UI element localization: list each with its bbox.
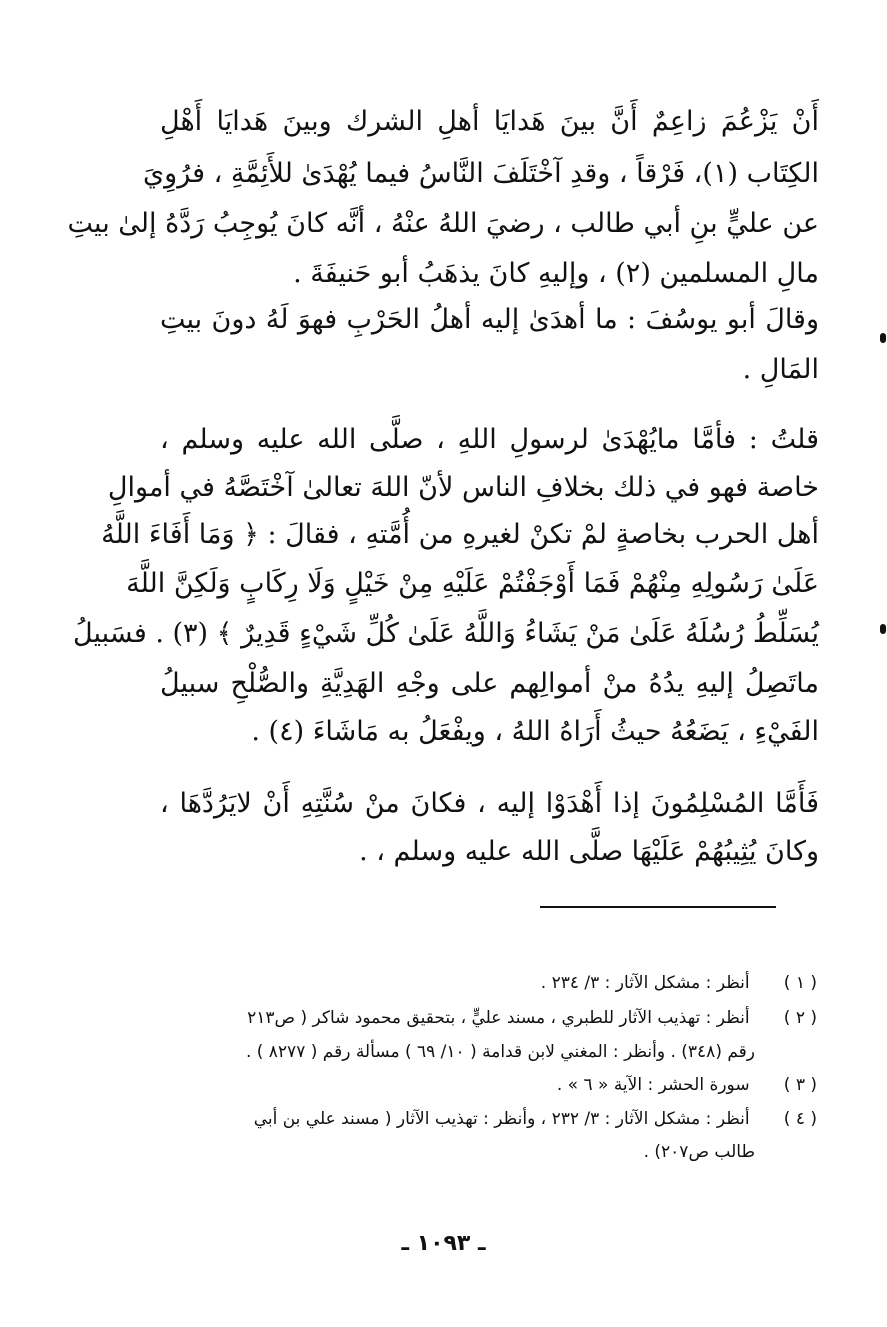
- body-line: وقالَ أبو يوسُفَ : ما أهدَىٰ إليه أهلُ الحَرْبِ فهوَ لَهُ دونَ بيتِ: [160, 304, 819, 335]
- footnote-text: طالب ص٢٠٧) .: [643, 1142, 755, 1162]
- body-line: عن عليٍّ بنِ أبي طالب ، رضيَ اللهُ عنْهُ ، أنَّه كانَ يُوجِبُ رَدَّهُ إلىٰ بيتِ: [67, 208, 819, 239]
- footnote-4-continued: [160, 1139, 755, 1167]
- footnote-2-continued: [160, 1039, 755, 1067]
- footnote-number: ( ٢ ): [783, 1008, 817, 1028]
- body-line: فَأَمَّا المُسْلِمُونَ إذا أَهْدَوْا إليه ، فكانَ منْ سُنَّتِهِ أَنْ لايَرُدَّهَا ،: [160, 788, 819, 819]
- footnote-4: [160, 1106, 817, 1134]
- body-line: مالِ المسلمين (٢) ، وإليهِ كانَ يذهَبُ أبو حَنيفَةَ .: [293, 258, 819, 289]
- body-line: الفَيْءِ ، يَضَعُهُ حيثُ أَرَاهُ اللهُ ، ويفْعَلُ به مَاشَاءَ (٤) .: [251, 716, 819, 747]
- footnote-text: أنظر : مشكل الآثار : ٣/ ٢٣٤ .: [540, 973, 750, 993]
- body-line: ماتَصِلُ إليهِ يدُهُ منْ أموالِهم على وجْهِ الهَدِيَّةِ والصُّلْحِ سبيلُ: [160, 668, 819, 699]
- footnote-number: ( ٣ ): [783, 1075, 817, 1095]
- footnote-1: [160, 970, 817, 998]
- body-line: قلتُ : فأمَّا مايُهْدَىٰ لرسولِ اللهِ ، صلَّى الله عليه وسلم ،: [160, 424, 819, 455]
- body-line: أهل الحرب بخاصةٍ لمْ تكنْ لغيرهِ من أُمَّتهِ ، فقالَ : ﴿ وَمَا أَفَاءَ اللَّهُ: [101, 519, 819, 550]
- body-line: خاصة فهو في ذلك بخلافِ الناس لأنّ اللهَ تعالىٰ آخْتَصَّهُ في أموالِ: [107, 472, 819, 503]
- body-line: المَالِ .: [742, 354, 819, 385]
- footnote-number: ( ٤ ): [783, 1109, 817, 1129]
- footnote-text: أنظر : تهذيب الآثار للطبري ، مسند عليٍّ ، بتحقيق محمود شاكر ( ص٢١٣: [247, 1008, 750, 1028]
- footnote-text: سورة الحشر : الآية « ٦ » .: [556, 1075, 750, 1095]
- body-line: الكِتَاب (١)، فَرْقاً ، وقدِ آخْتَلَفَ النَّاسُ فيما يُهْدَىٰ للأَئِمَّةِ ، فرُوِيَ: [143, 158, 819, 189]
- footnote-separator: [540, 906, 776, 908]
- footnote-3: [160, 1072, 817, 1100]
- scan-mark: [880, 333, 886, 343]
- page-number: ـ ١٠٩٣ ـ: [401, 1231, 486, 1256]
- footnote-2: [160, 1005, 817, 1033]
- footnote-text: أنظر : مشكل الآثار : ٣/ ٢٣٢ ، وأنظر : تهذيب الآثار ( مسند علي بن أبي: [253, 1109, 750, 1129]
- body-line: يُسَلِّطُ رُسُلَهُ عَلَىٰ مَنْ يَشَاءُ وَاللَّهُ عَلَىٰ كُلِّ شَيْءٍ قَدِيرٌ ﴾ (٣) . فسَبيلُ: [73, 618, 819, 649]
- body-line: أَنْ يَزْعُمَ زاعِمٌ أَنَّ بينَ هَدايَا أهلِ الشرك وبينَ هَدايَا أَهْلِ: [160, 106, 819, 137]
- footnote-text: رقم (٣٤٨) . وأنظر : المغني لابن قدامة ( ١٠/ ٦٩ ) مسألة رقم ( ٨٢٧٧ ) .: [245, 1042, 755, 1062]
- body-line: عَلَىٰ رَسُولِهِ مِنْهُمْ فَمَا أَوْجَفْتُمْ عَلَيْهِ مِنْ خَيْلٍ وَلَا رِكَابٍ وَلَكِنَّ اللَّهَ: [126, 568, 819, 599]
- footnote-number: ( ١ ): [783, 973, 817, 993]
- scan-mark: [880, 624, 886, 634]
- body-line: وكانَ يُثِيبُهُمْ عَلَيْهَا صلَّى الله عليه وسلم ، .: [359, 836, 819, 867]
